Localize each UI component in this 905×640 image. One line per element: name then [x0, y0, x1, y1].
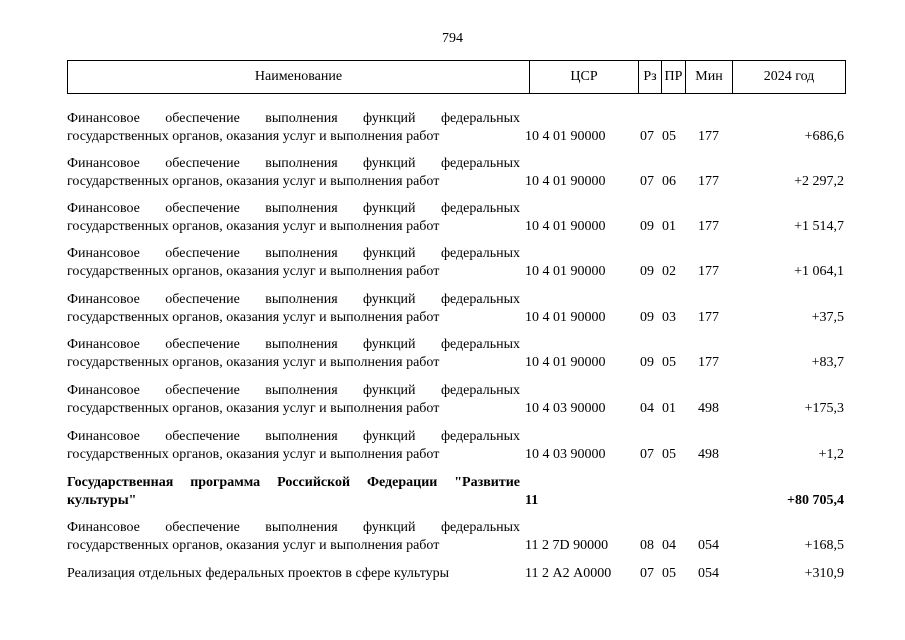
- row-name-line1: Финансовое обеспечение выполнения функций федеральных: [67, 429, 520, 444]
- row-rz: 07: [640, 566, 654, 581]
- header-csr: ЦСР: [570, 69, 598, 84]
- row-csr: 11 2 7D 90000: [525, 538, 609, 553]
- row-rz: 07: [640, 174, 654, 189]
- row-csr: 10 4 01 90000: [525, 219, 606, 234]
- row-name: [67, 428, 520, 464]
- row-pr: 05: [662, 566, 676, 581]
- row-rz: 04: [640, 401, 654, 416]
- row-pr: 05: [662, 447, 676, 462]
- row-name-line2: государственных органов, оказания услуг и выполнения работ: [67, 401, 440, 416]
- row-pr: 04: [662, 538, 676, 553]
- row-csr: 10 4 01 90000: [525, 310, 606, 325]
- row-value: +1 064,1: [794, 264, 844, 279]
- row-name-line2: государственных органов, оказания услуг и выполнения работ: [67, 310, 440, 325]
- row-value: +686,6: [804, 129, 844, 144]
- row-pr: 01: [662, 219, 676, 234]
- row-csr: 10 4 01 90000: [525, 129, 606, 144]
- row-value: +1 514,7: [794, 219, 844, 234]
- page-number: 794: [442, 31, 463, 46]
- row-name: [67, 200, 520, 236]
- row-rz: 07: [640, 129, 654, 144]
- row-name: [67, 155, 520, 191]
- row-pr: 05: [662, 355, 676, 370]
- row-min: 498: [698, 447, 719, 462]
- row-min: 498: [698, 401, 719, 416]
- row-name-line1: Финансовое обеспечение выполнения функций федеральных: [67, 111, 520, 126]
- row-name-line2: государственных органов, оказания услуг и выполнения работ: [67, 174, 440, 189]
- row-name: [67, 336, 520, 372]
- row-pr: 03: [662, 310, 676, 325]
- row-name-line2: государственных органов, оказания услуг и выполнения работ: [67, 538, 440, 553]
- row-csr: 10 4 01 90000: [525, 174, 606, 189]
- row-name-line2: государственных органов, оказания услуг и выполнения работ: [67, 264, 440, 279]
- row-value: +1,2: [818, 447, 844, 462]
- header-rz: Рз: [643, 69, 657, 84]
- row-value: +83,7: [811, 355, 844, 370]
- header-year: 2024 год: [763, 69, 815, 84]
- row-name-line1: Финансовое обеспечение выполнения функций федеральных: [67, 520, 520, 535]
- row-name: [67, 245, 520, 281]
- row-min: 177: [698, 219, 719, 234]
- row-value: +80 705,4: [787, 493, 844, 508]
- row-csr: 11: [525, 493, 539, 508]
- row-pr: 06: [662, 174, 676, 189]
- row-csr: 10 4 01 90000: [525, 355, 606, 370]
- header-min: Мин: [695, 69, 723, 84]
- row-pr: 05: [662, 129, 676, 144]
- row-min: 177: [698, 310, 719, 325]
- header-name: Наименование: [254, 69, 343, 84]
- header-pr: ПР: [664, 69, 683, 84]
- row-value: +310,9: [804, 566, 844, 581]
- row-name-line2: государственных органов, оказания услуг и выполнения работ: [67, 219, 440, 234]
- row-pr: 02: [662, 264, 676, 279]
- row-min: 177: [698, 355, 719, 370]
- row-name: [67, 474, 520, 510]
- row-value: +175,3: [804, 401, 844, 416]
- row-name-line2: государственных органов, оказания услуг и выполнения работ: [67, 129, 440, 144]
- row-name-line2: государственных органов, оказания услуг и выполнения работ: [67, 355, 440, 370]
- row-min: 177: [698, 264, 719, 279]
- row-min: 054: [698, 538, 719, 553]
- row-rz: 09: [640, 219, 654, 234]
- row-name-line1: Государственная программа Российской Федерации "Развитие: [67, 475, 520, 490]
- row-name: [67, 519, 520, 555]
- table-header: [67, 60, 846, 94]
- row-rz: 09: [640, 355, 654, 370]
- row-value: +168,5: [804, 538, 844, 553]
- row-name-line1: Финансовое обеспечение выполнения функций федеральных: [67, 292, 520, 307]
- row-name: [67, 110, 520, 146]
- row-csr: 10 4 03 90000: [525, 447, 606, 462]
- row-name-line1: Финансовое обеспечение выполнения функций федеральных: [67, 246, 520, 261]
- row-name: [67, 382, 520, 418]
- row-rz: 09: [640, 264, 654, 279]
- row-pr: 01: [662, 401, 676, 416]
- row-value: +2 297,2: [794, 174, 844, 189]
- row-name-line2: государственных органов, оказания услуг и выполнения работ: [67, 447, 440, 462]
- row-min: 177: [698, 129, 719, 144]
- row-rz: 09: [640, 310, 654, 325]
- row-name-line1: Финансовое обеспечение выполнения функций федеральных: [67, 156, 520, 171]
- row-rz: 07: [640, 447, 654, 462]
- row-min: 054: [698, 566, 719, 581]
- row-csr: 11 2 А2 А0000: [525, 566, 612, 581]
- row-value: +37,5: [811, 310, 844, 325]
- row-name-line1: Финансовое обеспечение выполнения функций федеральных: [67, 337, 520, 352]
- row-csr: 10 4 01 90000: [525, 264, 606, 279]
- row-name-line2: культуры": [67, 493, 137, 508]
- row-name: [67, 291, 520, 327]
- row-csr: 10 4 03 90000: [525, 401, 606, 416]
- row-rz: 08: [640, 538, 654, 553]
- row-name-line1: Финансовое обеспечение выполнения функций федеральных: [67, 201, 520, 216]
- row-name-line1: Финансовое обеспечение выполнения функций федеральных: [67, 383, 520, 398]
- row-name-line1: Реализация отдельных федеральных проектов в сфере культуры: [67, 566, 450, 581]
- row-min: 177: [698, 174, 719, 189]
- row-name: [67, 565, 520, 583]
